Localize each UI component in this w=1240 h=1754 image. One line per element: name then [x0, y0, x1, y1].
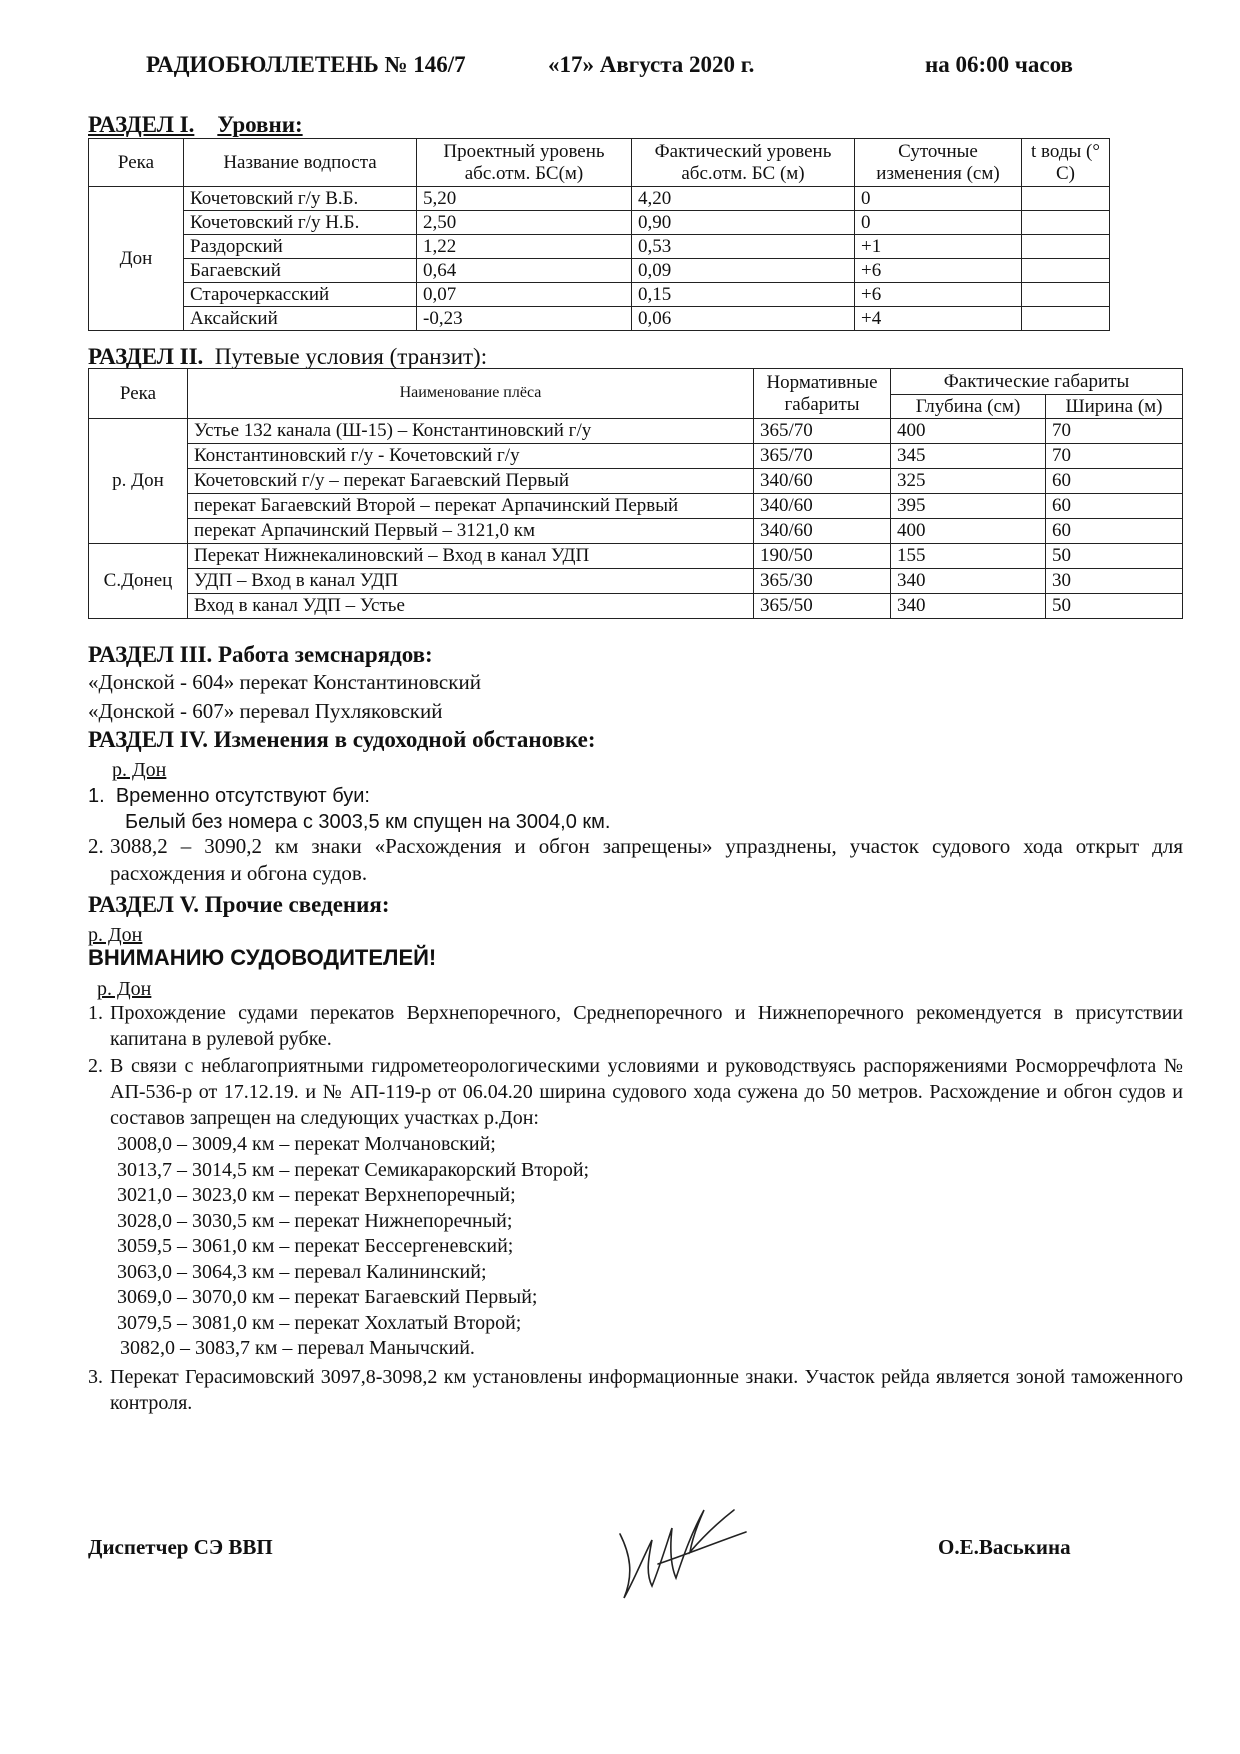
col-actual: Фактический уровень абс.отм. БС (м)	[632, 139, 855, 187]
width-cell: 70	[1046, 419, 1183, 444]
section4-item2	[88, 833, 1183, 887]
temp-cell	[1022, 283, 1110, 307]
table-row	[89, 494, 1183, 519]
depth-cell: 345	[891, 444, 1046, 469]
transit-table	[88, 368, 1183, 619]
item-text: Временно отсутствуют буи:	[115, 785, 370, 807]
table-row	[89, 307, 1110, 331]
reach-cell: Константиновский г/у - Кочетовский г/у	[188, 444, 754, 469]
section1-heading	[88, 112, 303, 138]
attention-title: ВНИМАНИЮ СУДОВОДИТЕЛЕЙ!	[88, 945, 437, 970]
col-actual-dims: Фактические габариты	[891, 369, 1183, 395]
actual-cell: 0,90	[632, 211, 855, 235]
table-row	[89, 187, 1110, 211]
temp-cell	[1022, 187, 1110, 211]
list-item: 3059,5 – 3061,0 км – перекат Бессергеневский;	[117, 1235, 514, 1257]
daily-cell: +4	[855, 307, 1022, 331]
reach-cell: Перекат Нижнекалиновский – Вход в канал УДП	[188, 544, 754, 569]
section2-title: РАЗДЕЛ II.	[88, 344, 204, 369]
river-cell: С.Донец	[89, 544, 188, 619]
temp-cell	[1022, 211, 1110, 235]
daily-cell: +1	[855, 235, 1022, 259]
daily-cell: +6	[855, 259, 1022, 283]
list-item: 3021,0 – 3023,0 км – перекат Верхнепоречный;	[117, 1184, 516, 1206]
item-number: 1.	[88, 1002, 103, 1024]
width-cell: 60	[1046, 519, 1183, 544]
table-row	[89, 283, 1110, 307]
width-cell: 50	[1046, 594, 1183, 619]
item-number: 1.	[88, 785, 105, 807]
depth-cell: 325	[891, 469, 1046, 494]
section1-title: РАЗДЕЛ I.	[88, 112, 195, 137]
actual-cell: 0,15	[632, 283, 855, 307]
width-cell: 50	[1046, 544, 1183, 569]
item-text: Перекат Герасимовский 3097,8-3098,2 км установлены информационные знаки. Участок рейда является зоной таможенного контроля.	[110, 1366, 1183, 1414]
col-river2: Река	[89, 369, 188, 419]
temp-cell	[1022, 259, 1110, 283]
attention-river: р. Дон	[97, 978, 152, 1000]
norm-cell: 190/50	[754, 544, 891, 569]
attention-item1	[88, 1000, 1183, 1052]
col-norm: Нормативные габариты	[754, 369, 891, 419]
section4-river: р. Дон	[112, 759, 167, 781]
dispatcher-name: О.Е.Васькина	[938, 1535, 1071, 1559]
station-cell: Старочеркасский	[184, 283, 417, 307]
reach-cell: перекат Арпачинский Первый – 3121,0 км	[188, 519, 754, 544]
reach-cell: перекат Багаевский Второй – перекат Арпачинский Первый	[188, 494, 754, 519]
table-row	[89, 569, 1183, 594]
norm-cell: 340/60	[754, 519, 891, 544]
dispatcher-title: Диспетчер СЭ ВВП	[88, 1535, 273, 1559]
table-row	[89, 544, 1183, 569]
norm-cell: 365/70	[754, 444, 891, 469]
design-cell: 5,20	[417, 187, 632, 211]
col-depth: Глубина (см)	[891, 395, 1046, 419]
temp-cell	[1022, 235, 1110, 259]
item-text: В связи с неблагоприятными гидрометеорологическими условиями и руководствуясь распоряжениями Росморречфлота № АП-536-р от 17.12.19. и № АП-119-р от 06.04.20 ширина судового хода сужена до 50 метров. Расхождение и обгон судов и составов запрещен на следующих участках р.Дон:	[110, 1055, 1183, 1129]
river-cell: Дон	[89, 187, 184, 331]
design-cell: 2,50	[417, 211, 632, 235]
station-cell: Раздорский	[184, 235, 417, 259]
item-text: 3088,2 – 3090,2 км знаки «Расхождения и обгон запрещены» упразднены, участок судового хода открыт для расхождения и обгона судов.	[110, 834, 1183, 885]
section1-subtitle: Уровни:	[217, 112, 303, 137]
list-item: 3063,0 – 3064,3 км – перевал Калининский;	[117, 1260, 487, 1283]
table-row	[89, 419, 1183, 444]
design-cell: 1,22	[417, 235, 632, 259]
section2-subtitle: Путевые условия (транзит):	[214, 344, 488, 369]
attention-item2	[88, 1053, 1183, 1131]
item-text: Прохождение судами перекатов Верхнепоречного, Среднепоречного и Нижнепоречного рекомендуется в присутствии капитана в рулевой рубке.	[110, 1002, 1183, 1050]
table-row	[89, 594, 1183, 619]
depth-cell: 155	[891, 544, 1046, 569]
col-station: Название водпоста	[184, 139, 417, 187]
temp-cell	[1022, 307, 1110, 331]
norm-cell: 340/60	[754, 469, 891, 494]
actual-cell: 0,53	[632, 235, 855, 259]
station-cell: Багаевский	[184, 259, 417, 283]
section4-item1	[88, 782, 370, 810]
section5-title: РАЗДЕЛ V. Прочие сведения:	[88, 892, 390, 917]
table-row	[89, 259, 1110, 283]
item-number: 3.	[88, 1366, 103, 1388]
width-cell: 70	[1046, 444, 1183, 469]
levels-table	[88, 138, 1110, 331]
depth-cell: 340	[891, 569, 1046, 594]
col-reach: Наименование плёса	[188, 369, 754, 419]
section4-title: РАЗДЕЛ IV. Изменения в судоходной обстановке:	[88, 727, 596, 752]
daily-cell: +6	[855, 283, 1022, 307]
section2-heading	[88, 344, 487, 370]
list-item: 3069,0 – 3070,0 км – перекат Багаевский Первый;	[117, 1286, 538, 1308]
actual-cell: 4,20	[632, 187, 855, 211]
col-design: Проектный уровень абс.отм. БС(м)	[417, 139, 632, 187]
bulletin-date: «17» Августа 2020 г.	[548, 52, 755, 77]
width-cell: 60	[1046, 469, 1183, 494]
list-item: 3079,5 – 3081,0 км – перекат Хохлатый Второй;	[117, 1311, 522, 1334]
bulletin-number: РАДИОБЮЛЛЕТЕНЬ № 146/7	[146, 52, 466, 77]
river-cell: р. Дон	[89, 419, 188, 544]
depth-cell: 340	[891, 594, 1046, 619]
table-row	[89, 469, 1183, 494]
actual-cell: 0,09	[632, 259, 855, 283]
dredger-item: «Донской - 607» перевал Пухляковский	[88, 699, 443, 723]
table-row	[89, 519, 1183, 544]
station-cell: Аксайский	[184, 307, 417, 331]
table-row	[89, 444, 1183, 469]
depth-cell: 400	[891, 419, 1046, 444]
station-cell: Кочетовский г/у Н.Б.	[184, 211, 417, 235]
section4-item1-sub: Белый без номера с 3003,5 км спущен на 3004,0 км.	[125, 811, 611, 833]
width-cell: 60	[1046, 494, 1183, 519]
col-width: Ширина (м)	[1046, 395, 1183, 419]
list-item: 3008,0 – 3009,4 км – перекат Молчановский;	[117, 1133, 496, 1155]
daily-cell: 0	[855, 211, 1022, 235]
reach-cell: УДП – Вход в канал УДП	[188, 569, 754, 594]
list-item: 3013,7 – 3014,5 км – перекат Семикаракорский Второй;	[117, 1158, 590, 1181]
restricted-segments-list	[117, 1132, 589, 1362]
table-row	[89, 235, 1110, 259]
table-row	[89, 211, 1110, 235]
norm-cell: 340/60	[754, 494, 891, 519]
depth-cell: 395	[891, 494, 1046, 519]
signature-image	[612, 1494, 752, 1604]
section5-river: р. Дон	[88, 924, 143, 946]
actual-cell: 0,06	[632, 307, 855, 331]
col-river: Река	[89, 139, 184, 187]
reach-cell: Кочетовский г/у – перекат Багаевский Первый	[188, 469, 754, 494]
station-cell: Кочетовский г/у В.Б.	[184, 187, 417, 211]
col-temp: t воды (° С)	[1022, 139, 1110, 187]
norm-cell: 365/30	[754, 569, 891, 594]
norm-cell: 365/70	[754, 419, 891, 444]
col-daily: Суточные изменения (см)	[855, 139, 1022, 187]
list-item: 3028,0 – 3030,5 км – перекат Нижнепоречный;	[117, 1209, 513, 1232]
item-number: 2.	[88, 834, 104, 858]
item-number: 2.	[88, 1055, 103, 1077]
bulletin-time: на 06:00 часов	[925, 52, 1073, 77]
list-item: 3082,0 – 3083,7 км – перевал Манычский.	[120, 1337, 475, 1359]
dredger-item: «Донской - 604» перекат Константиновский	[88, 670, 481, 694]
design-cell: 0,64	[417, 259, 632, 283]
reach-cell: Вход в канал УДП – Устье	[188, 594, 754, 619]
design-cell: -0,23	[417, 307, 632, 331]
reach-cell: Устье 132 канала (Ш-15) – Константиновский г/у	[188, 419, 754, 444]
design-cell: 0,07	[417, 283, 632, 307]
daily-cell: 0	[855, 187, 1022, 211]
depth-cell: 400	[891, 519, 1046, 544]
width-cell: 30	[1046, 569, 1183, 594]
norm-cell: 365/50	[754, 594, 891, 619]
section3-title: РАЗДЕЛ III. Работа земснарядов:	[88, 642, 433, 667]
attention-item3	[88, 1364, 1183, 1416]
